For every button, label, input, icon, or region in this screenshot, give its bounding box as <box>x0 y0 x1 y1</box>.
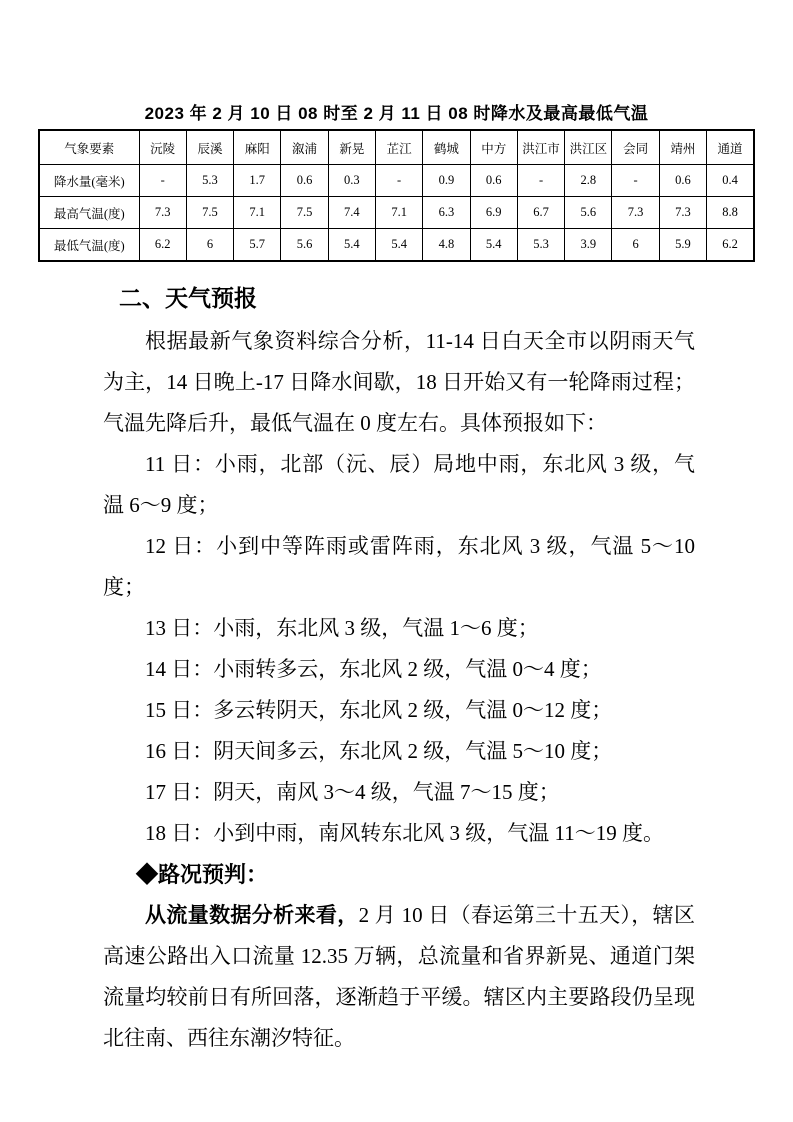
table-cell: 0.6 <box>281 165 328 197</box>
table-cell: 0.3 <box>328 165 375 197</box>
table-cell: - <box>517 165 564 197</box>
table-header-cell: 溆浦 <box>281 130 328 165</box>
table-cell: 6.7 <box>517 197 564 229</box>
table-cell: 5.4 <box>328 229 375 262</box>
table-cell: 4.8 <box>423 229 470 262</box>
table-cell: 5.7 <box>234 229 281 262</box>
table-cell: 6 <box>612 229 659 262</box>
table-cell: 6.2 <box>707 229 754 262</box>
table-header-cell: 中方 <box>470 130 517 165</box>
traffic-lead-bold: 从流量数据分析来看， <box>145 904 359 927</box>
table-cell: 7.1 <box>375 197 422 229</box>
table-row-label: 最低气温(度) <box>39 229 139 262</box>
table-cell: 5.3 <box>186 165 233 197</box>
forecast-item: 18 日：小到中雨，南风转东北风 3 级，气温 11～19 度。 <box>145 821 664 845</box>
section-heading-weather-forecast: 二、天气预报 <box>119 285 257 311</box>
table-cell: 0.9 <box>423 165 470 197</box>
table-cell: - <box>139 165 186 197</box>
table-header-cell: 通道 <box>707 130 754 165</box>
table-cell: 0.4 <box>707 165 754 197</box>
table-cell: 7.3 <box>659 197 706 229</box>
table-cell: 7.5 <box>281 197 328 229</box>
table-cell: 0.6 <box>659 165 706 197</box>
table-header-cell: 洪江市 <box>517 130 564 165</box>
table-cell: 5.3 <box>517 229 564 262</box>
table-cell: 8.8 <box>707 197 754 229</box>
table-header-cell: 麻阳 <box>234 130 281 165</box>
table-row <box>39 197 754 229</box>
forecast-item: 14 日：小雨转多云，东北风 2 级，气温 0～4 度； <box>145 657 602 681</box>
forecast-item-list <box>103 444 695 854</box>
table-cell: 0.6 <box>470 165 517 197</box>
table-cell: - <box>612 165 659 197</box>
table-header-cell: 芷江 <box>375 130 422 165</box>
table-cell: 6.9 <box>470 197 517 229</box>
table-cell: 5.4 <box>470 229 517 262</box>
table-cell: 3.9 <box>565 229 612 262</box>
table-row <box>39 229 754 262</box>
table-row-label: 最高气温(度) <box>39 197 139 229</box>
traffic-body-text: 2 月 10 日（春运第三十五天），辖区高速公路出入口流量 12.35 万辆，总流量和省界新晃、通道门架流量均较前日有所回落，逐渐趋于平缓。辖区内主要路段仍呈现北往南、西往东潮汐特征。 <box>103 903 696 1050</box>
table-cell: 5.4 <box>375 229 422 262</box>
forecast-item: 15 日：多云转阴天，东北风 2 级，气温 0～12 度； <box>145 698 613 722</box>
table-cell: 1.7 <box>234 165 281 197</box>
table-header-cell: 新晃 <box>328 130 375 165</box>
table-header-cell: 鹤城 <box>423 130 470 165</box>
table-header-cell: 沅陵 <box>139 130 186 165</box>
traffic-prediction-paragraph <box>103 895 695 1059</box>
document-body <box>103 277 695 1059</box>
table-header-cell: 气象要素 <box>39 130 139 165</box>
table-header-cell: 会同 <box>612 130 659 165</box>
table-cell: 2.8 <box>565 165 612 197</box>
table-cell: 7.5 <box>186 197 233 229</box>
table-cell: 5.6 <box>565 197 612 229</box>
table-cell: - <box>375 165 422 197</box>
table-row-label: 降水量(毫米) <box>39 165 139 197</box>
table-cell: 6 <box>186 229 233 262</box>
table-cell: 6.2 <box>139 229 186 262</box>
table-cell: 5.6 <box>281 229 328 262</box>
forecast-item: 13 日：小雨，东北风 3 级，气温 1～6 度； <box>145 616 539 640</box>
table-row <box>39 165 754 197</box>
table-title: 2023 年 2 月 10 日 08 时至 2 月 11 日 08 时降水及最高最低气温 <box>144 104 649 123</box>
traffic-prediction-heading: ◆路况预判： <box>136 862 269 887</box>
table-header-row <box>39 130 754 165</box>
table-cell: 5.9 <box>659 229 706 262</box>
table-cell: 7.3 <box>612 197 659 229</box>
table-cell: 7.3 <box>139 197 186 229</box>
table-header-cell: 辰溪 <box>186 130 233 165</box>
weather-table <box>38 129 755 262</box>
table-header-cell: 靖州 <box>659 130 706 165</box>
table-cell: 7.1 <box>234 197 281 229</box>
forecast-item: 17 日：阴天，南风 3～4 级，气温 7～15 度； <box>145 780 560 804</box>
forecast-item: 12 日：小到中等阵雨或雷阵雨，东北风 3 级，气温 5～10 度； <box>103 534 695 599</box>
table-cell: 6.3 <box>423 197 470 229</box>
table-header-cell: 洪江区 <box>565 130 612 165</box>
table-cell: 7.4 <box>328 197 375 229</box>
forecast-intro-paragraph: 根据最新气象资料综合分析，11-14 日白天全市以阴雨天气为主，14 日晚上-17 日降水间歇，18 日开始又有一轮降雨过程；气温先降后升，最低气温在 0 度左右。具体预报如下： <box>103 329 695 435</box>
forecast-item: 16 日：阴天间多云，东北风 2 级，气温 5～10 度； <box>145 739 613 763</box>
forecast-item: 11 日：小雨，北部（沅、辰）局地中雨，东北风 3 级，气温 6～9 度； <box>103 452 695 517</box>
